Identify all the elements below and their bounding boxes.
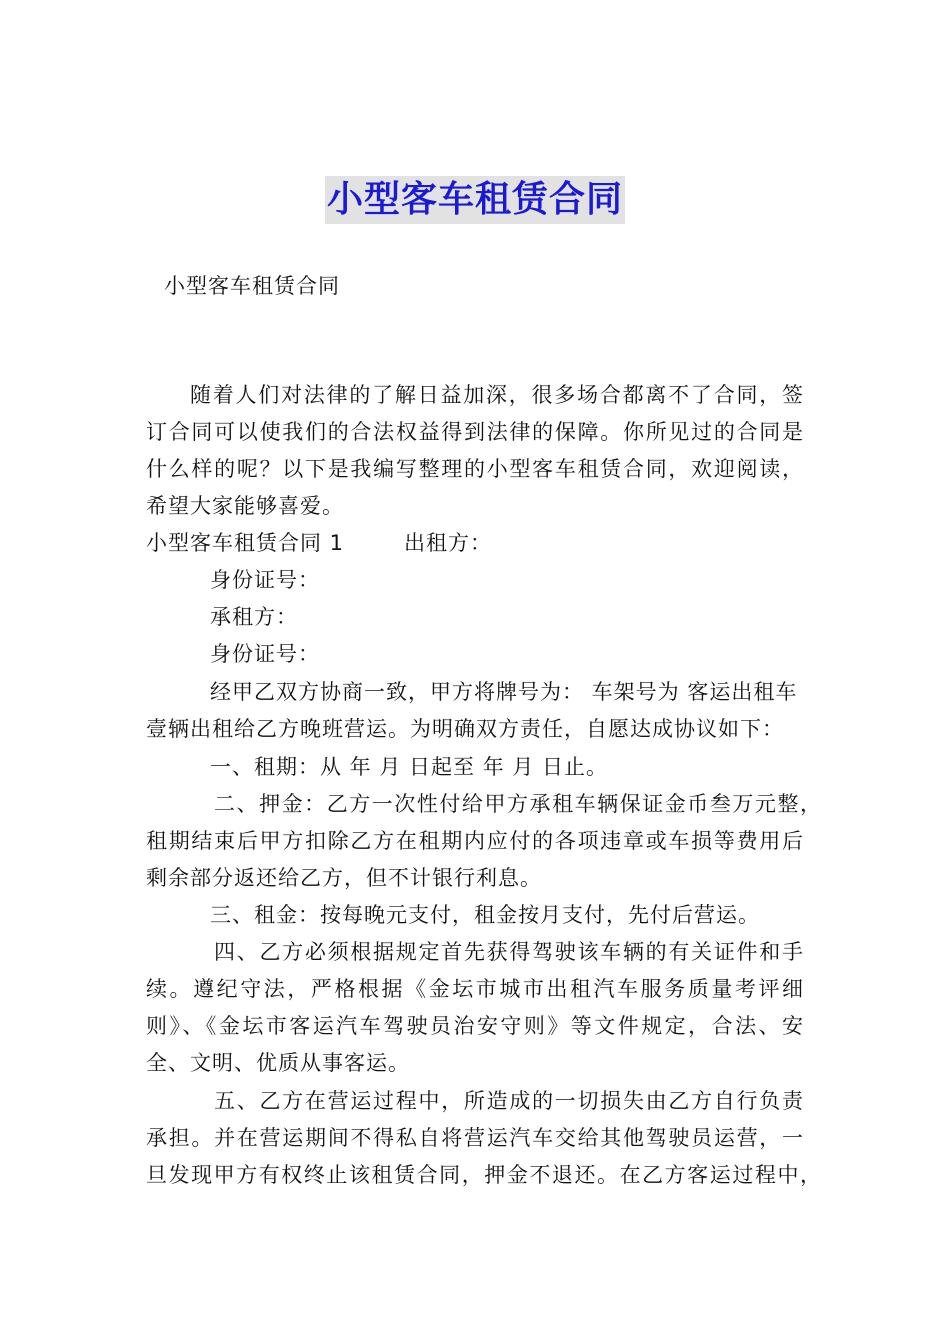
document-subtitle: 小型客车租赁合同 xyxy=(164,274,340,298)
clause-1: 一、租期：从 年 月 日起至 年 月 日止。 xyxy=(210,755,609,779)
clause-5: 五、乙方在营运过程中，所造成的一切损失由乙方自行负责 xyxy=(214,1089,804,1113)
lessee-label: 承租方： xyxy=(210,605,298,629)
title-wrap xyxy=(0,176,950,224)
document-title: 小型客车租赁合同 xyxy=(325,176,625,224)
lessor-label: 出租方： xyxy=(404,531,492,555)
paragraph-line: 承担。并在营运期间不得私自将营运汽车交给其他驾驶员运营，一 xyxy=(146,1126,804,1150)
id-number-label: 身份证号： xyxy=(210,642,320,666)
paragraph-line: 经甲乙双方协商一致，甲方将牌号为： 车架号为 客运出租车 xyxy=(210,680,798,704)
paragraph-line: 续。遵纪守法，严格根据《金坛市城市出租汽车服务质量考评细 xyxy=(146,977,804,1001)
clause-2: 二、押金：乙方一次性付给甲方承租车辆保证金币叁万元整， xyxy=(214,792,822,816)
contract-heading: 小型客车租赁合同 1 xyxy=(146,531,345,555)
paragraph-line: 租期结束后甲方扣除乙方在租期内应付的各项违章或车损等费用后 xyxy=(146,829,804,853)
paragraph-line: 剩余部分返还给乙方，但不计银行利息。 xyxy=(146,866,542,890)
id-number-label: 身份证号： xyxy=(210,568,320,592)
paragraph-line: 随着人们对法律的了解日益加深，很多场合都离不了合同，签 xyxy=(190,383,804,407)
clause-4: 四、乙方必须根据规定首先获得驾驶该车辆的有关证件和手 xyxy=(214,940,804,964)
paragraph-line: 全、文明、优质从事客运。 xyxy=(146,1051,410,1075)
paragraph-line: 壹辆出租给乙方晚班营运。为明确双方责任，自愿达成协议如下： xyxy=(146,717,784,741)
paragraph-line: 旦发现甲方有权终止该租赁合同，押金不退还。在乙方客运过程中， xyxy=(146,1163,822,1187)
paragraph-line: 什么样的呢？以下是我编写整理的小型客车租赁合同，欢迎阅读， xyxy=(146,457,804,481)
paragraph-line: 希望大家能够喜爱。 xyxy=(146,494,344,518)
paragraph-line: 则》、《金坛市客运汽车驾驶员治安守则》等文件规定，合法、安 xyxy=(146,1014,804,1038)
paragraph-line: 订合同可以使我们的合法权益得到法律的保障。你所见过的合同是 xyxy=(146,420,804,444)
clause-3: 三、租金：按每晚元支付，租金按月支付，先付后营运。 xyxy=(210,903,760,927)
